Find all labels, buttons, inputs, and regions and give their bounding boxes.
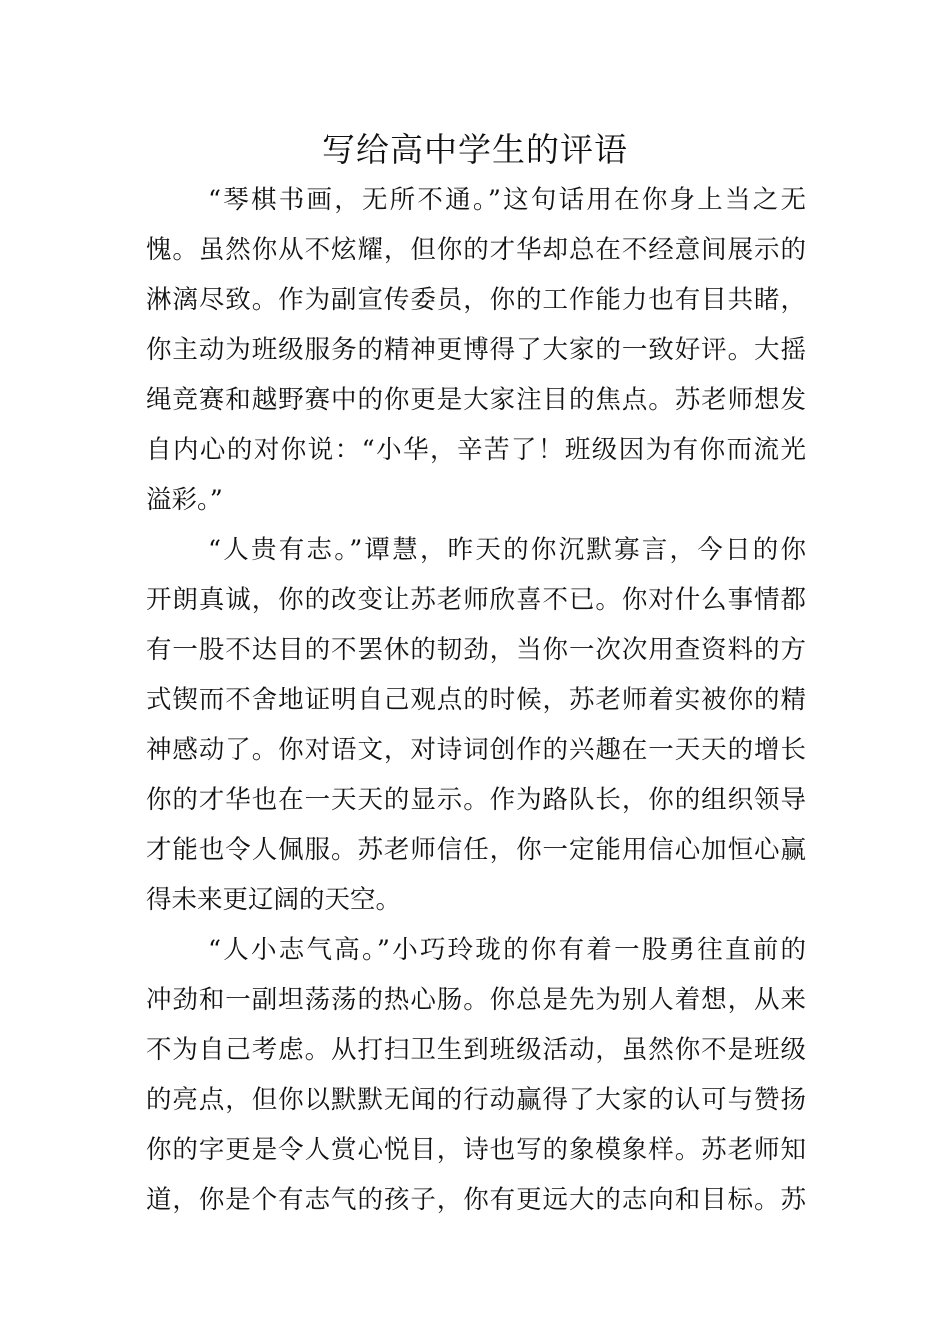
paragraph-3-line-4: 的亮点，但你以默默无闻的行动赢得了大家的认可与赞扬 xyxy=(146,1085,806,1115)
paragraph-1-line-5: 绳竞赛和越野赛中的你更是大家注目的焦点。苏老师想发 xyxy=(146,385,806,415)
document-title: 写给高中学生的评语 xyxy=(322,130,628,169)
paragraph-1-line-4: 你主动为班级服务的精神更博得了大家的一致好评。大摇 xyxy=(146,335,806,365)
paragraph-2-line-8: 得未来更辽阔的天空。 xyxy=(146,885,402,915)
paragraph-3-line-3: 不为自己考虑。从打扫卫生到班级活动，虽然你不是班级 xyxy=(146,1035,806,1065)
paragraph-2-line-7: 才能也令人佩服。苏老师信任，你一定能用信心加恒心赢 xyxy=(146,835,806,865)
paragraph-3-line-5: 你的字更是令人赏心悦目，诗也写的象模象样。苏老师知 xyxy=(146,1135,806,1165)
paragraph-1-line-2: 愧。虽然你从不炫耀，但你的才华却总在不经意间展示的 xyxy=(146,235,806,265)
paragraph-1-line-6: 自内心的对你说：“小华，辛苦了！班级因为有你而流光 xyxy=(146,435,806,465)
paragraph-1-line-3: 淋漓尽致。作为副宣传委员，你的工作能力也有目共睹， xyxy=(146,285,806,315)
paragraph-2-line-6: 你的才华也在一天天的显示。作为路队长，你的组织领导 xyxy=(146,785,806,815)
paragraph-2-line-3: 有一股不达目的不罢休的韧劲，当你一次次用查资料的方 xyxy=(146,635,806,665)
paragraph-3-line-6: 道，你是个有志气的孩子，你有更远大的志向和目标。苏 xyxy=(146,1185,806,1215)
paragraph-3-line-2: 冲劲和一副坦荡荡的热心肠。你总是先为别人着想，从来 xyxy=(146,985,806,1015)
paragraph-2-line-4: 式锲而不舍地证明自己观点的时候，苏老师着实被你的精 xyxy=(146,685,806,715)
paragraph-3-line-1: “人小志气高。”小巧玲珑的你有着一股勇往直前的 xyxy=(208,935,806,965)
paragraph-2-line-1: “人贵有志。”谭慧，昨天的你沉默寡言，今日的你 xyxy=(208,535,806,565)
paragraph-1-line-1: “琴棋书画，无所不通。”这句话用在你身上当之无 xyxy=(208,185,806,215)
paragraph-2-line-2: 开朗真诚，你的改变让苏老师欣喜不已。你对什么事情都 xyxy=(146,585,806,615)
paragraph-2-line-5: 神感动了。你对语文，对诗词创作的兴趣在一天天的增长 xyxy=(146,735,806,765)
paragraph-1-line-7: 溢彩。” xyxy=(146,485,223,515)
